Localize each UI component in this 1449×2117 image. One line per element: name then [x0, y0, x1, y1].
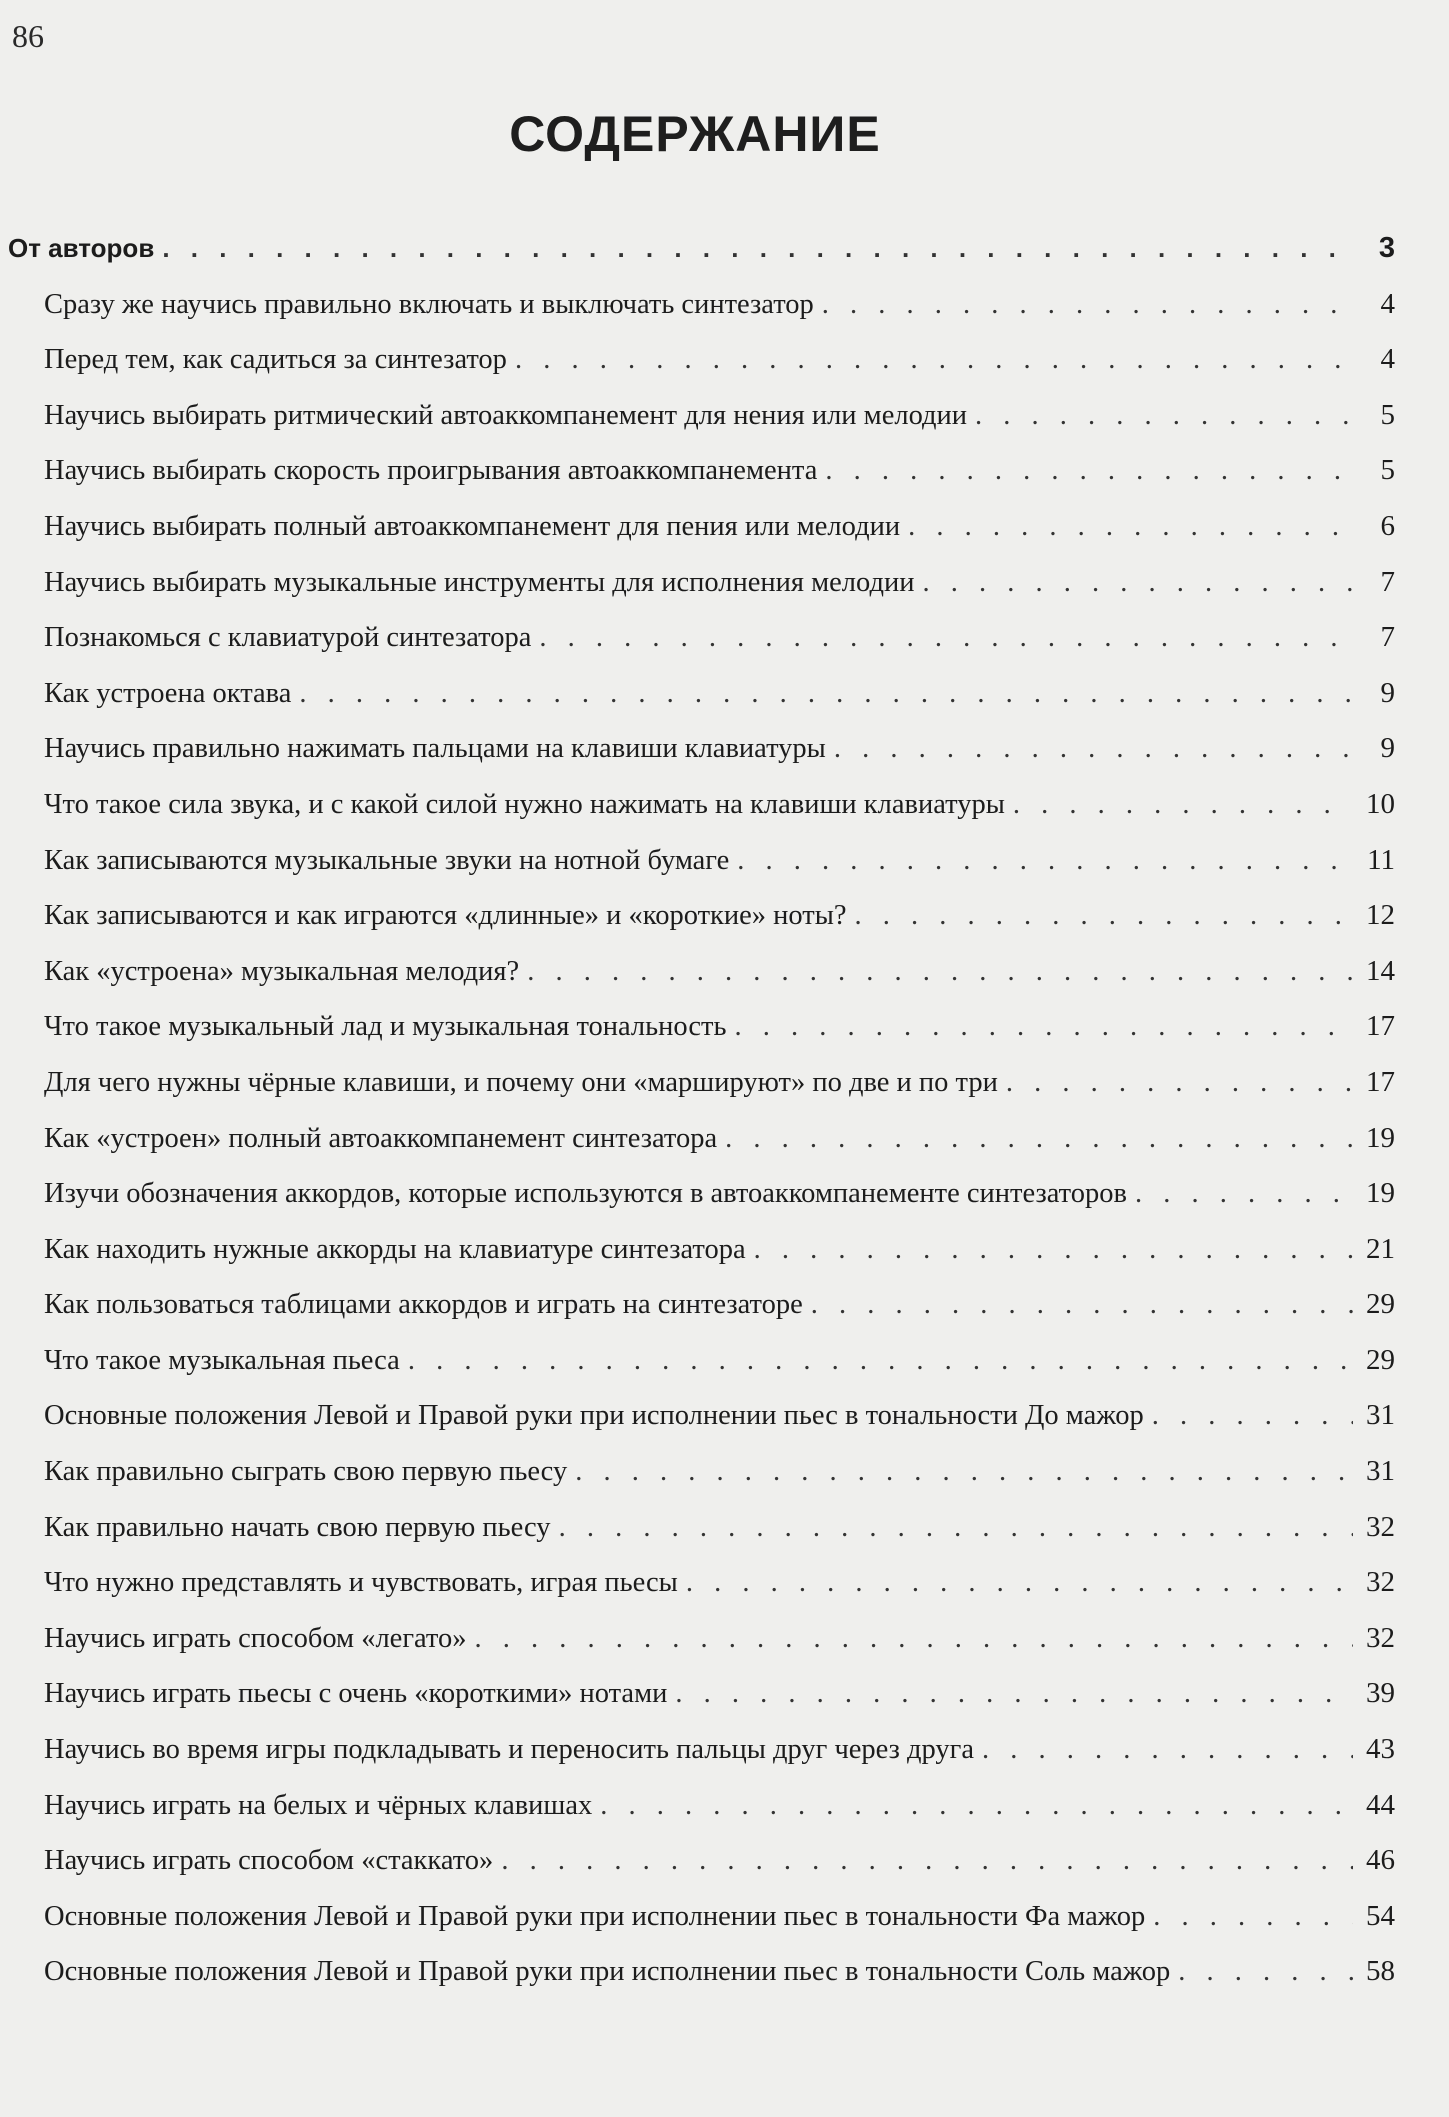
- toc-entry-page-number: 54: [1366, 1899, 1395, 1932]
- toc-entry-title: Сразу же научись правильно включать и выключать синтезатор: [44, 288, 814, 320]
- dot-leader: [1152, 1400, 1353, 1432]
- toc-entry-page-number: 17: [1366, 1065, 1395, 1098]
- dot-leader: [908, 511, 1353, 543]
- toc-entry-title: Как записываются музыкальные звуки на нотной бумаге: [44, 844, 730, 876]
- dot-leader: [1013, 789, 1353, 821]
- toc-entry-page-number: 58: [1366, 1955, 1395, 1988]
- toc-entry-title: Как «устроена» музыкальная мелодия?: [44, 955, 520, 987]
- toc-entry-page-number: 3: [1378, 232, 1395, 264]
- toc-entry[interactable]: [0, 399, 1395, 455]
- toc-entry[interactable]: [0, 677, 1395, 733]
- toc-entry[interactable]: [0, 232, 1395, 288]
- toc-entry[interactable]: [0, 510, 1395, 566]
- dot-leader: [982, 1734, 1353, 1766]
- toc-entry-title: Научись выбирать скорость проигрывания автоаккомпанемента: [44, 455, 818, 487]
- toc-entry[interactable]: [0, 1399, 1395, 1455]
- toc-entry-title: Что такое музыкальный лад и музыкальная тональность: [44, 1011, 727, 1043]
- dot-leader: [855, 900, 1353, 932]
- toc-entry-title: Научись играть пьесы с очень «короткими» нотами: [44, 1678, 668, 1710]
- page-title: СОДЕРЖАНИЕ: [509, 106, 881, 162]
- toc-entry[interactable]: [0, 1233, 1395, 1289]
- toc-entry-title: Как пользоваться таблицами аккордов и играть на синтезаторе: [44, 1289, 803, 1321]
- dot-leader: [825, 455, 1353, 487]
- toc-entry-title: Основные положения Левой и Правой руки при исполнении пьес в тональности До мажор: [44, 1400, 1144, 1432]
- toc-entry[interactable]: [0, 1288, 1395, 1344]
- toc-entry[interactable]: [0, 1066, 1395, 1122]
- toc-entry-page-number: 29: [1366, 1343, 1395, 1376]
- dot-leader: [922, 567, 1353, 599]
- toc-entry-title: Как устроена октава: [44, 677, 292, 709]
- toc-entry-page-number: 39: [1366, 1677, 1395, 1710]
- toc-entry-page-number: 31: [1366, 1399, 1395, 1432]
- toc-entry[interactable]: [0, 1344, 1395, 1400]
- toc-entry[interactable]: [0, 788, 1395, 844]
- toc-entry[interactable]: [0, 1677, 1395, 1733]
- toc-entry-page-number: 4: [1380, 343, 1395, 376]
- dot-leader: [1135, 1178, 1353, 1210]
- dot-leader: [559, 1512, 1353, 1544]
- toc-entry[interactable]: [0, 288, 1395, 344]
- toc-entry[interactable]: [0, 1511, 1395, 1567]
- dot-leader: [515, 344, 1353, 376]
- dot-leader: [475, 1623, 1353, 1655]
- dot-leader: [737, 845, 1353, 877]
- toc-entry[interactable]: [0, 1955, 1395, 2011]
- toc-entry-title: Как правильно сыграть свою первую пьесу: [44, 1456, 568, 1488]
- toc-entry-title: Как правильно начать свою первую пьесу: [44, 1511, 551, 1543]
- toc-entry-title: Что такое музыкальная пьеса: [44, 1344, 400, 1376]
- dot-leader: [1006, 1067, 1353, 1099]
- toc-entry-page-number: 44: [1366, 1788, 1395, 1821]
- toc-entry-title: Как записываются и как играются «длинные» и «короткие» ноты?: [44, 900, 847, 932]
- toc-entry-title: Изучи обозначения аккордов, которые используются в автоаккомпанементе синтезаторов: [44, 1178, 1127, 1210]
- toc-entry-page-number: 12: [1366, 899, 1395, 932]
- toc-entry-page-number: 7: [1380, 565, 1395, 598]
- toc-entry-title: Как «устроен» полный автоаккомпанемент синтезатора: [44, 1122, 718, 1154]
- toc-entry[interactable]: [0, 1844, 1395, 1900]
- toc-entry[interactable]: [0, 732, 1395, 788]
- toc-entry[interactable]: [0, 899, 1395, 955]
- toc-entry-page-number: 7: [1380, 621, 1395, 654]
- page-number: 86: [12, 18, 44, 54]
- toc-entry-page-number: 43: [1366, 1733, 1395, 1766]
- dot-leader: [1153, 1901, 1353, 1933]
- toc-entry-title: Научись играть на белых и чёрных клавишах: [44, 1789, 593, 1821]
- toc-entry-page-number: 14: [1366, 954, 1395, 987]
- toc-entry-page-number: 46: [1366, 1844, 1395, 1877]
- toc-entry[interactable]: [0, 1566, 1395, 1622]
- dot-leader: [575, 1456, 1353, 1488]
- dot-leader: [834, 733, 1353, 765]
- toc-entry-page-number: 4: [1380, 287, 1395, 320]
- table-of-contents: [0, 232, 1395, 2011]
- dot-leader: [162, 233, 1353, 264]
- toc-entry-page-number: 5: [1380, 398, 1395, 431]
- toc-entry[interactable]: [0, 955, 1395, 1011]
- toc-entry-title: Научись играть способом «легато»: [44, 1622, 467, 1654]
- dot-leader: [686, 1567, 1353, 1599]
- toc-entry[interactable]: [0, 1177, 1395, 1233]
- toc-entry[interactable]: [0, 1900, 1395, 1956]
- toc-entry-title: Основные положения Левой и Правой руки при исполнении пьес в тональности Соль мажор: [44, 1956, 1171, 1988]
- toc-entry[interactable]: [0, 621, 1395, 677]
- dot-leader: [975, 400, 1353, 432]
- toc-entry[interactable]: [0, 1622, 1395, 1678]
- toc-entry[interactable]: [0, 1789, 1395, 1845]
- dot-leader: [539, 622, 1353, 654]
- dot-leader: [754, 1234, 1353, 1266]
- toc-entry-page-number: 32: [1366, 1621, 1395, 1654]
- toc-entry-page-number: 32: [1366, 1510, 1395, 1543]
- toc-entry[interactable]: [0, 1122, 1395, 1178]
- dot-leader: [811, 1289, 1353, 1321]
- dot-leader: [675, 1678, 1353, 1710]
- toc-entry-page-number: 29: [1366, 1288, 1395, 1321]
- toc-entry-page-number: 19: [1366, 1177, 1395, 1210]
- toc-entry-title: Что нужно представлять и чувствовать, играя пьесы: [44, 1567, 678, 1599]
- toc-entry-title: Что такое сила звука, и с какой силой нужно нажимать на клавиши клавиатуры: [44, 788, 1005, 820]
- toc-entry-page-number: 6: [1380, 509, 1395, 542]
- toc-entry-title: Для чего нужны чёрные клавиши, и почему они «маршируют» по две и по три: [44, 1066, 998, 1098]
- toc-entry-title: Научись выбирать музыкальные инструменты для исполнения мелодии: [44, 566, 915, 598]
- toc-entry-title: От авторов: [8, 233, 155, 263]
- toc-entry-page-number: 11: [1367, 843, 1395, 876]
- toc-entry-title: Научись выбирать ритмический автоаккомпанемент для нения или мелодии: [44, 399, 968, 431]
- toc-entry-title: Перед тем, как садиться за синтезатор: [44, 344, 507, 376]
- toc-entry-page-number: 21: [1366, 1232, 1395, 1265]
- dot-leader: [501, 1845, 1353, 1877]
- dot-leader: [734, 1011, 1353, 1043]
- toc-entry[interactable]: [0, 566, 1395, 622]
- dot-leader: [1178, 1956, 1353, 1988]
- toc-entry[interactable]: [0, 454, 1395, 510]
- dot-leader: [527, 956, 1353, 988]
- toc-entry-page-number: 32: [1366, 1566, 1395, 1599]
- toc-entry-title: Научись правильно нажимать пальцами на клавиши клавиатуры: [44, 733, 826, 765]
- toc-entry-title: Научись выбирать полный автоаккомпанемент для пения или мелодии: [44, 510, 901, 542]
- toc-entry-page-number: 9: [1380, 676, 1395, 709]
- toc-entry-page-number: 5: [1380, 454, 1395, 487]
- toc-entry-page-number: 31: [1366, 1455, 1395, 1488]
- dot-leader: [822, 289, 1353, 321]
- toc-entry[interactable]: [0, 343, 1395, 399]
- dot-leader: [408, 1345, 1353, 1377]
- toc-entry-title: Научись во время игры подкладывать и переносить пальцы друг через друга: [44, 1734, 975, 1766]
- dot-leader: [600, 1790, 1353, 1822]
- toc-entry[interactable]: [0, 1733, 1395, 1789]
- toc-entry-page-number: 10: [1366, 787, 1395, 820]
- toc-entry-page-number: 19: [1366, 1121, 1395, 1154]
- toc-entry[interactable]: [0, 844, 1395, 900]
- toc-entry-title: Основные положения Левой и Правой руки при исполнении пьес в тональности Фа мажор: [44, 1900, 1146, 1932]
- toc-entry[interactable]: [0, 1455, 1395, 1511]
- toc-entry-page-number: 17: [1366, 1010, 1395, 1043]
- dot-leader: [725, 1123, 1353, 1155]
- toc-entry[interactable]: [0, 1010, 1395, 1066]
- toc-entry-title: Как находить нужные аккорды на клавиатуре синтезатора: [44, 1233, 746, 1265]
- toc-entry-page-number: 9: [1380, 732, 1395, 765]
- toc-entry-title: Познакомься с клавиатурой синтезатора: [44, 622, 532, 654]
- toc-entry-title: Научись играть способом «стаккато»: [44, 1845, 494, 1877]
- dot-leader: [299, 678, 1353, 710]
